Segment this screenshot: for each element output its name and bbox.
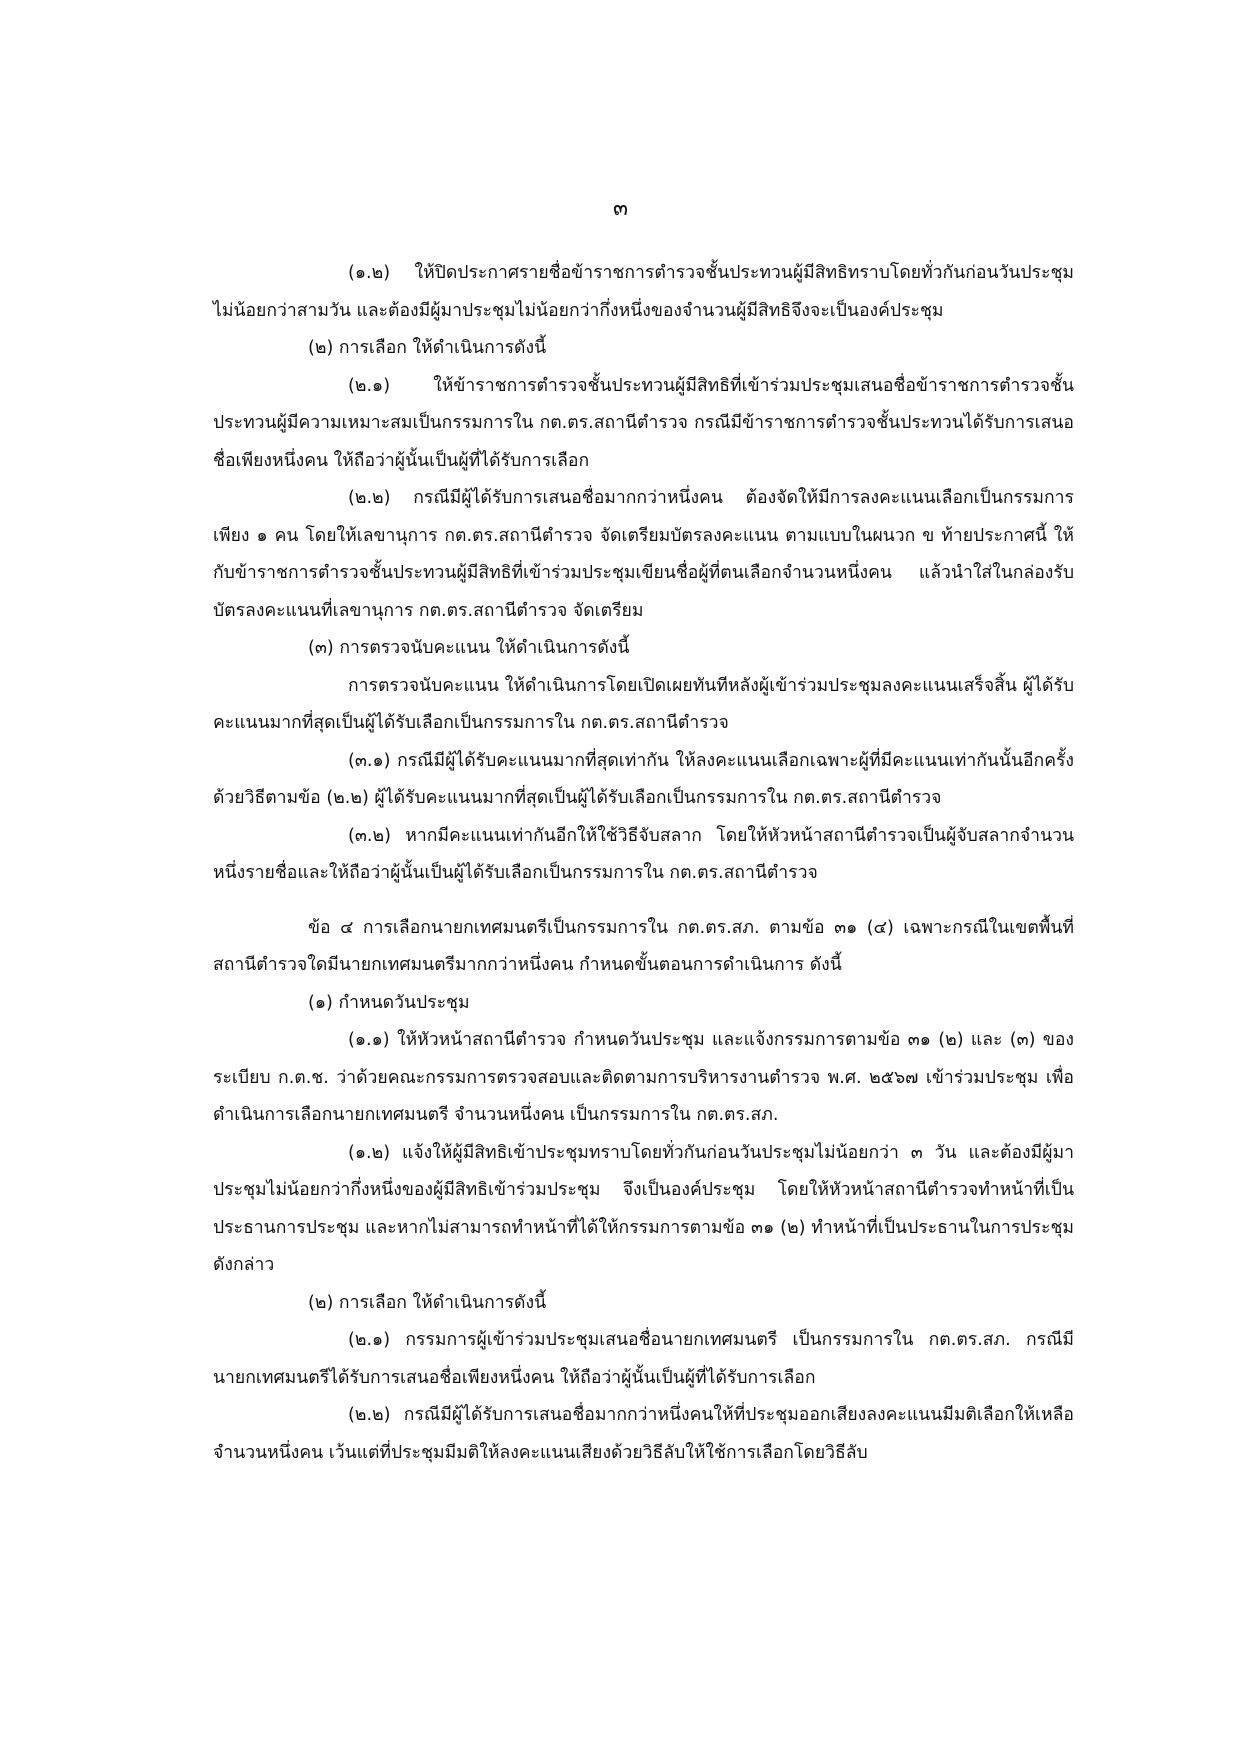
paragraph-1-2b: (๑.๒) แจ้งให้ผู้มีสิทธิเข้าประชุมทราบโดยทั่วกันก่อนวันประชุมไม่น้อยกว่า ๓ วัน และต้องมีผู้มาประชุมไม่น้อยกว่ากึ่งหนึ่งของผู้มีสิทธิเข้าร่วมประชุม จึงเป็นองค์ประชุม โดยให้หัวหน้าสถานีตำรวจทำหน้าที่เป็นประธานการประชุม และหากไม่สามารถทำหน้าที่ได้ให้กรรมการตามข้อ ๓๑ (๒) ทำหน้าที่เป็นประธานในการประชุมดังกล่าว xyxy=(213,1142,1074,1275)
paragraph-3-1: (๓.๑) กรณีมีผู้ได้รับคะแนนมากที่สุดเท่ากัน ให้ลงคะแนนเลือกเฉพาะผู้ที่มีคะแนนเท่ากันนั้นอีกครั้งด้วยวิธีตามข้อ (๒.๒) ผู้ได้รับคะแนนมากที่สุดเป็นผู้ได้รับเลือกเป็นกรรมการใน กต.ตร.สถานีตำรวจ xyxy=(213,750,1074,808)
paragraph-2-2: (๒.๒) กรณีมีผู้ได้รับการเสนอชื่อมากกว่าหนึ่งคน ต้องจัดให้มีการลงคะแนนเลือกเป็นกรรมการเพียง ๑ คน โดยให้เลขานุการ กต.ตร.สถานีตำรวจ จัดเตรียมบัตรลงคะแนน ตามแบบในผนวก ข ท้ายประกาศนี้ ให้กับข้าราชการตำรวจชั้นประทวนผู้มีสิทธิที่เข้าร่วมประชุมเขียนชื่อผู้ที่ตนเลือกจำนวนหนึ่งคน แล้วนำใส่ในกล่องรับบัตรลงคะแนนที่เลขานุการ กต.ตร.สถานีตำรวจ จัดเตรียม xyxy=(213,488,1074,621)
page-number: ๓ xyxy=(612,196,629,221)
paragraph-2-2b: (๒.๒) กรณีมีผู้ได้รับการเสนอชื่อมากกว่าหนึ่งคนให้ที่ประชุมออกเสียงลงคะแนนมีมติเลือกให้เหลือจำนวนหนึ่งคน เว้นแต่ที่ประชุมมีมติให้ลงคะแนนเสียงด้วยวิธีลับให้ใช้การเลือกโดยวิธีลับ xyxy=(213,1405,1074,1463)
paragraph-3-intro: การตรวจนับคะแนน ให้ดำเนินการโดยเปิดเผยทันทีหลังผู้เข้าร่วมประชุมลงคะแนนเสร็จสิ้น ผู้ได้รับคะแนนมากที่สุดเป็นผู้ได้รับเลือกเป็นกรรมการใน กต.ตร.สถานีตำรวจ xyxy=(213,675,1074,733)
clause-4: ข้อ ๔ การเลือกนายกเทศมนตรีเป็นกรรมการใน กต.ตร.สภ. ตามข้อ ๓๑ (๔) เฉพาะกรณีในเขตพื้นที่สถานีตำรวจใดมีนายกเทศมนตรีมากกว่าหนึ่งคน กำหนดขั้นตอนการดำเนินการ ดังนี้ xyxy=(213,917,1074,975)
heading-2-selection: (๒) การเลือก ให้ดำเนินการดังนี้ xyxy=(308,338,547,358)
heading-1-meeting-date: (๑) กำหนดวันประชุม xyxy=(308,992,470,1013)
heading-2-selection-b: (๒) การเลือก ให้ดำเนินการดังนี้ xyxy=(308,1292,547,1313)
document-body xyxy=(213,255,1074,1472)
paragraph-2-1: (๒.๑) ให้ข้าราชการตำรวจชั้นประทวนผู้มีสิทธิที่เข้าร่วมประชุมเสนอชื่อข้าราชการตำรวจชั้นประทวนผู้มีความเหมาะสมเป็นกรรมการใน กต.ตร.สถานีตำรวจ กรณีมีข้าราชการตำรวจชั้นประทวนได้รับการเสนอชื่อเพียงหนึ่งคน ให้ถือว่าผู้นั้นเป็นผู้ที่ได้รับการเลือก xyxy=(213,375,1074,471)
paragraph-3-2: (๓.๒) หากมีคะแนนเท่ากันอีกให้ใช้วิธีจับสลาก โดยให้หัวหน้าสถานีตำรวจเป็นผู้จับสลากจำนวนหนึ่งรายชื่อและให้ถือว่าผู้นั้นเป็นผู้ได้รับเลือกเป็นกรรมการใน กต.ตร.สถานีตำรวจ xyxy=(213,825,1074,883)
paragraph-1-2: (๑.๒) ให้ปิดประกาศรายชื่อข้าราชการตำรวจชั้นประทวนผู้มีสิทธิทราบโดยทั่วกันก่อนวันประชุมไม่น้อยกว่าสามวัน และต้องมีผู้มาประชุมไม่น้อยกว่ากึ่งหนึ่งของจำนวนผู้มีสิทธิจึงจะเป็นองค์ประชุม xyxy=(213,263,1074,321)
heading-3-counting: (๓) การตรวจนับคะแนน ให้ดำเนินการดังนี้ xyxy=(308,638,630,658)
paragraph-1-1: (๑.๑) ให้หัวหน้าสถานีตำรวจ กำหนดวันประชุม และแจ้งกรรมการตามข้อ ๓๑ (๒) และ (๓) ของระเบียบ ก.ต.ช. ว่าด้วยคณะกรรมการตรวจสอบและติดตามการบริหารงานตำรวจ พ.ศ. ๒๕๖๗ เข้าร่วมประชุม เพื่อดำเนินการเลือกนายกเทศมนตรี จำนวนหนึ่งคน เป็นกรรมการใน กต.ตร.สภ. xyxy=(213,1030,1074,1125)
paragraph-2-1b: (๒.๑) กรรมการผู้เข้าร่วมประชุมเสนอชื่อนายกเทศมนตรี เป็นกรรมการใน กต.ตร.สภ. กรณีมีนายกเทศมนตรีได้รับการเสนอชื่อเพียงหนึ่งคน ให้ถือว่าผู้นั้นเป็นผู้ที่ได้รับการเลือก xyxy=(213,1330,1074,1388)
